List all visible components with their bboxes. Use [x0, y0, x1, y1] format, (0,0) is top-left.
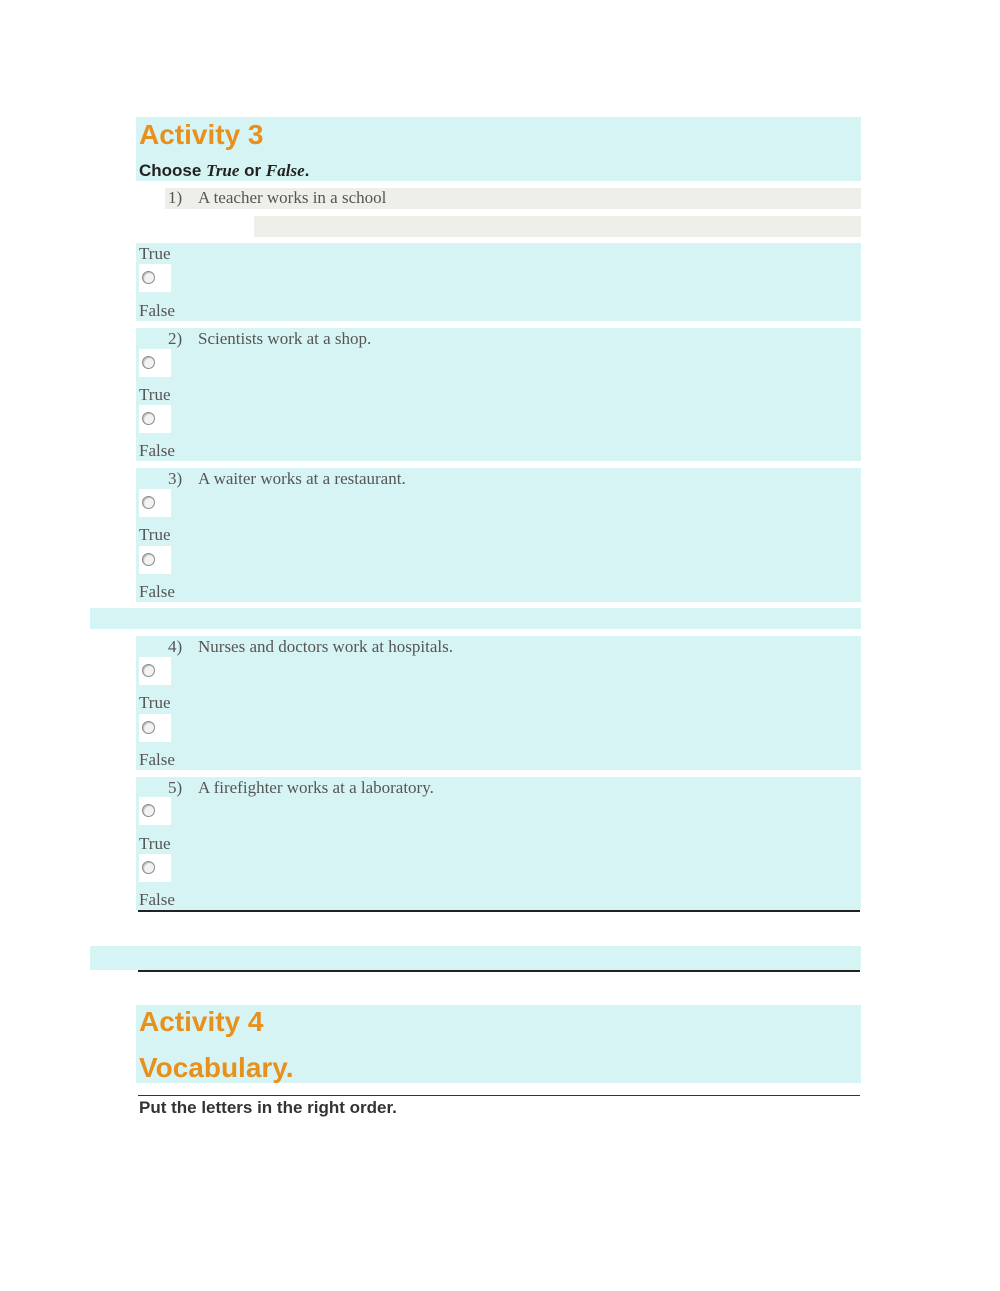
question-label: A waiter works at a restaurant.	[198, 469, 406, 488]
radio-true-box[interactable]	[139, 349, 171, 377]
instruction-false: False	[265, 161, 305, 180]
question-label: Scientists work at a shop.	[198, 329, 372, 348]
section-divider-2	[138, 970, 860, 972]
option-false-label: False	[139, 890, 175, 909]
radio-false-icon[interactable]	[142, 861, 155, 874]
radio-false-box[interactable]	[139, 714, 171, 742]
activity4-header	[136, 1005, 861, 1083]
question-5-text	[168, 778, 434, 798]
question-label: Nurses and doctors work at hospitals.	[198, 637, 453, 656]
radio-true-icon[interactable]	[142, 804, 155, 817]
option-true-label: True	[139, 385, 171, 404]
instruction-true: True	[206, 161, 240, 180]
option-true-label: True	[139, 693, 171, 712]
question-label: A teacher works in a school	[198, 188, 387, 207]
activity3-title: Activity 3	[139, 119, 264, 150]
activity4-divider	[138, 1095, 860, 1096]
question-label: A firefighter works at a laboratory.	[198, 778, 434, 797]
radio-false-box[interactable]	[139, 264, 171, 292]
activity4-subtitle: Vocabulary.	[139, 1052, 294, 1083]
activity4-instruction: Put the letters in the right order.	[139, 1098, 397, 1117]
radio-false-icon[interactable]	[142, 553, 155, 566]
radio-false-icon[interactable]	[142, 412, 155, 425]
question-number: 4)	[168, 637, 183, 656]
activity3-instruction	[139, 161, 309, 181]
question-number: 3)	[168, 469, 183, 488]
question-number: 5)	[168, 778, 183, 797]
option-false-label: False	[139, 750, 175, 769]
option-false-label: False	[139, 582, 175, 601]
radio-false-box[interactable]	[139, 854, 171, 882]
question-1-answer-bar	[254, 216, 861, 237]
instruction-mid: or	[239, 161, 266, 180]
instruction-suffix: .	[304, 161, 310, 180]
activity3-header	[136, 117, 861, 181]
instruction-prefix: Choose	[139, 161, 207, 180]
question-5-block	[136, 777, 861, 910]
spacer-band	[90, 608, 861, 629]
spacer-band-2	[90, 946, 861, 970]
activity4-title: Activity 4	[139, 1006, 264, 1037]
option-true-label: True	[139, 244, 171, 263]
question-number: 1)	[168, 188, 183, 207]
radio-true-box[interactable]	[139, 797, 171, 825]
radio-true-box[interactable]	[139, 657, 171, 685]
radio-false-box[interactable]	[139, 405, 171, 433]
question-1-bar	[165, 188, 861, 209]
question-2-text	[168, 329, 371, 349]
radio-true-icon[interactable]	[142, 496, 155, 509]
option-false-label: False	[139, 301, 175, 320]
question-3-text	[168, 469, 406, 489]
question-3-block	[136, 468, 861, 602]
radio-false-icon[interactable]	[142, 721, 155, 734]
radio-true-icon[interactable]	[142, 356, 155, 369]
radio-true-icon[interactable]	[142, 664, 155, 677]
section-divider	[138, 910, 860, 912]
radio-false-icon[interactable]	[142, 271, 155, 284]
question-4-text	[168, 637, 453, 657]
option-false-label: False	[139, 441, 175, 460]
question-1-text	[168, 188, 386, 208]
option-true-label: True	[139, 525, 171, 544]
question-1-options	[136, 243, 861, 321]
question-2-block	[136, 328, 861, 461]
radio-true-box[interactable]	[139, 489, 171, 517]
question-4-block	[136, 636, 861, 770]
question-number: 2)	[168, 329, 183, 348]
option-true-label: True	[139, 834, 171, 853]
radio-false-box[interactable]	[139, 546, 171, 574]
